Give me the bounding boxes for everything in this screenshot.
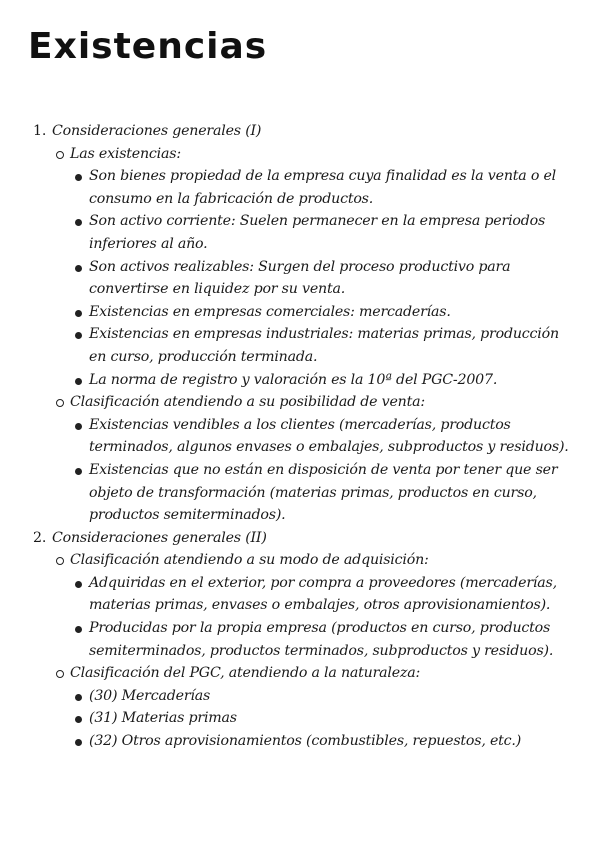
square-bullet-icon — [75, 423, 82, 430]
section-number: 1. — [33, 123, 47, 139]
section-heading: Consideraciones generales (I) — [52, 123, 262, 139]
list-item: Existencias en empresas industriales: materias primas, producción en curso, producción terminada. — [0, 323, 600, 368]
circle-bullet-icon — [56, 151, 64, 159]
page-title: Existencias — [28, 26, 268, 67]
outline — [0, 120, 600, 753]
square-bullet-icon — [75, 739, 82, 746]
list-item: (32) Otros aprovisionamientos (combustibles, repuestos, etc.) — [0, 730, 600, 753]
square-bullet-icon — [75, 219, 82, 226]
list-item: Son bienes propiedad de la empresa cuya finalidad es la venta o el consumo en la fabricación de productos. — [0, 165, 600, 210]
list-item: (31) Materias primas — [0, 707, 600, 730]
list-item: Existencias en empresas comerciales: mercaderías. — [0, 301, 600, 324]
circle-bullet-icon — [56, 557, 64, 565]
list-item: Existencias que no están en disposición de venta por tener que ser objeto de transformación (materias primas, productos en curso, productos semiterminados). — [0, 459, 600, 527]
list-item: (30) Mercaderías — [0, 685, 600, 708]
subsection-heading: Clasificación atendiendo a su posibilidad de venta: — [70, 394, 425, 411]
square-bullet-icon — [75, 174, 82, 181]
list-item: La norma de registro y valoración es la 10ª del PGC-2007. — [0, 369, 600, 392]
subsection — [0, 662, 600, 752]
square-bullet-icon — [75, 581, 82, 588]
square-bullet-icon — [75, 694, 82, 701]
circle-bullet-icon — [56, 399, 64, 407]
list-item: Adquiridas en el exterior, por compra a proveedores (mercaderías, materias primas, envases o embalajes, otros aprovisionamientos). — [0, 572, 600, 617]
section-2 — [0, 527, 600, 753]
square-bullet-icon — [75, 332, 82, 339]
list-item: Producidas por la propia empresa (productos en curso, productos semiterminados, productos terminados, subproductos y residuos). — [0, 617, 600, 662]
circle-bullet-icon — [56, 670, 64, 678]
subsection-heading: Clasificación del PGC, atendiendo a la naturaleza: — [70, 665, 421, 682]
subsection-heading: Las existencias: — [70, 145, 181, 162]
list-item: Existencias vendibles a los clientes (mercaderías, productos terminados, algunos envases o embalajes, subproductos y residuos). — [0, 414, 600, 459]
list-item: Son activo corriente: Suelen permanecer en la empresa periodos inferiores al año. — [0, 210, 600, 255]
subsection — [0, 143, 600, 392]
square-bullet-icon — [75, 310, 82, 317]
section-number: 2. — [33, 529, 47, 546]
square-bullet-icon — [75, 468, 82, 475]
square-bullet-icon — [75, 626, 82, 633]
subsection — [0, 549, 600, 662]
subsection-heading: Clasificación atendiendo a su modo de adquisición: — [70, 552, 429, 569]
square-bullet-icon — [75, 265, 82, 272]
section-heading: Consideraciones generales (II) — [52, 529, 267, 546]
section-1 — [0, 120, 600, 527]
list-item: Son activos realizables: Surgen del proceso productivo para convertirse en liquidez por su venta. — [0, 256, 600, 301]
square-bullet-icon — [75, 378, 82, 385]
subsection — [0, 391, 600, 527]
square-bullet-icon — [75, 716, 82, 723]
